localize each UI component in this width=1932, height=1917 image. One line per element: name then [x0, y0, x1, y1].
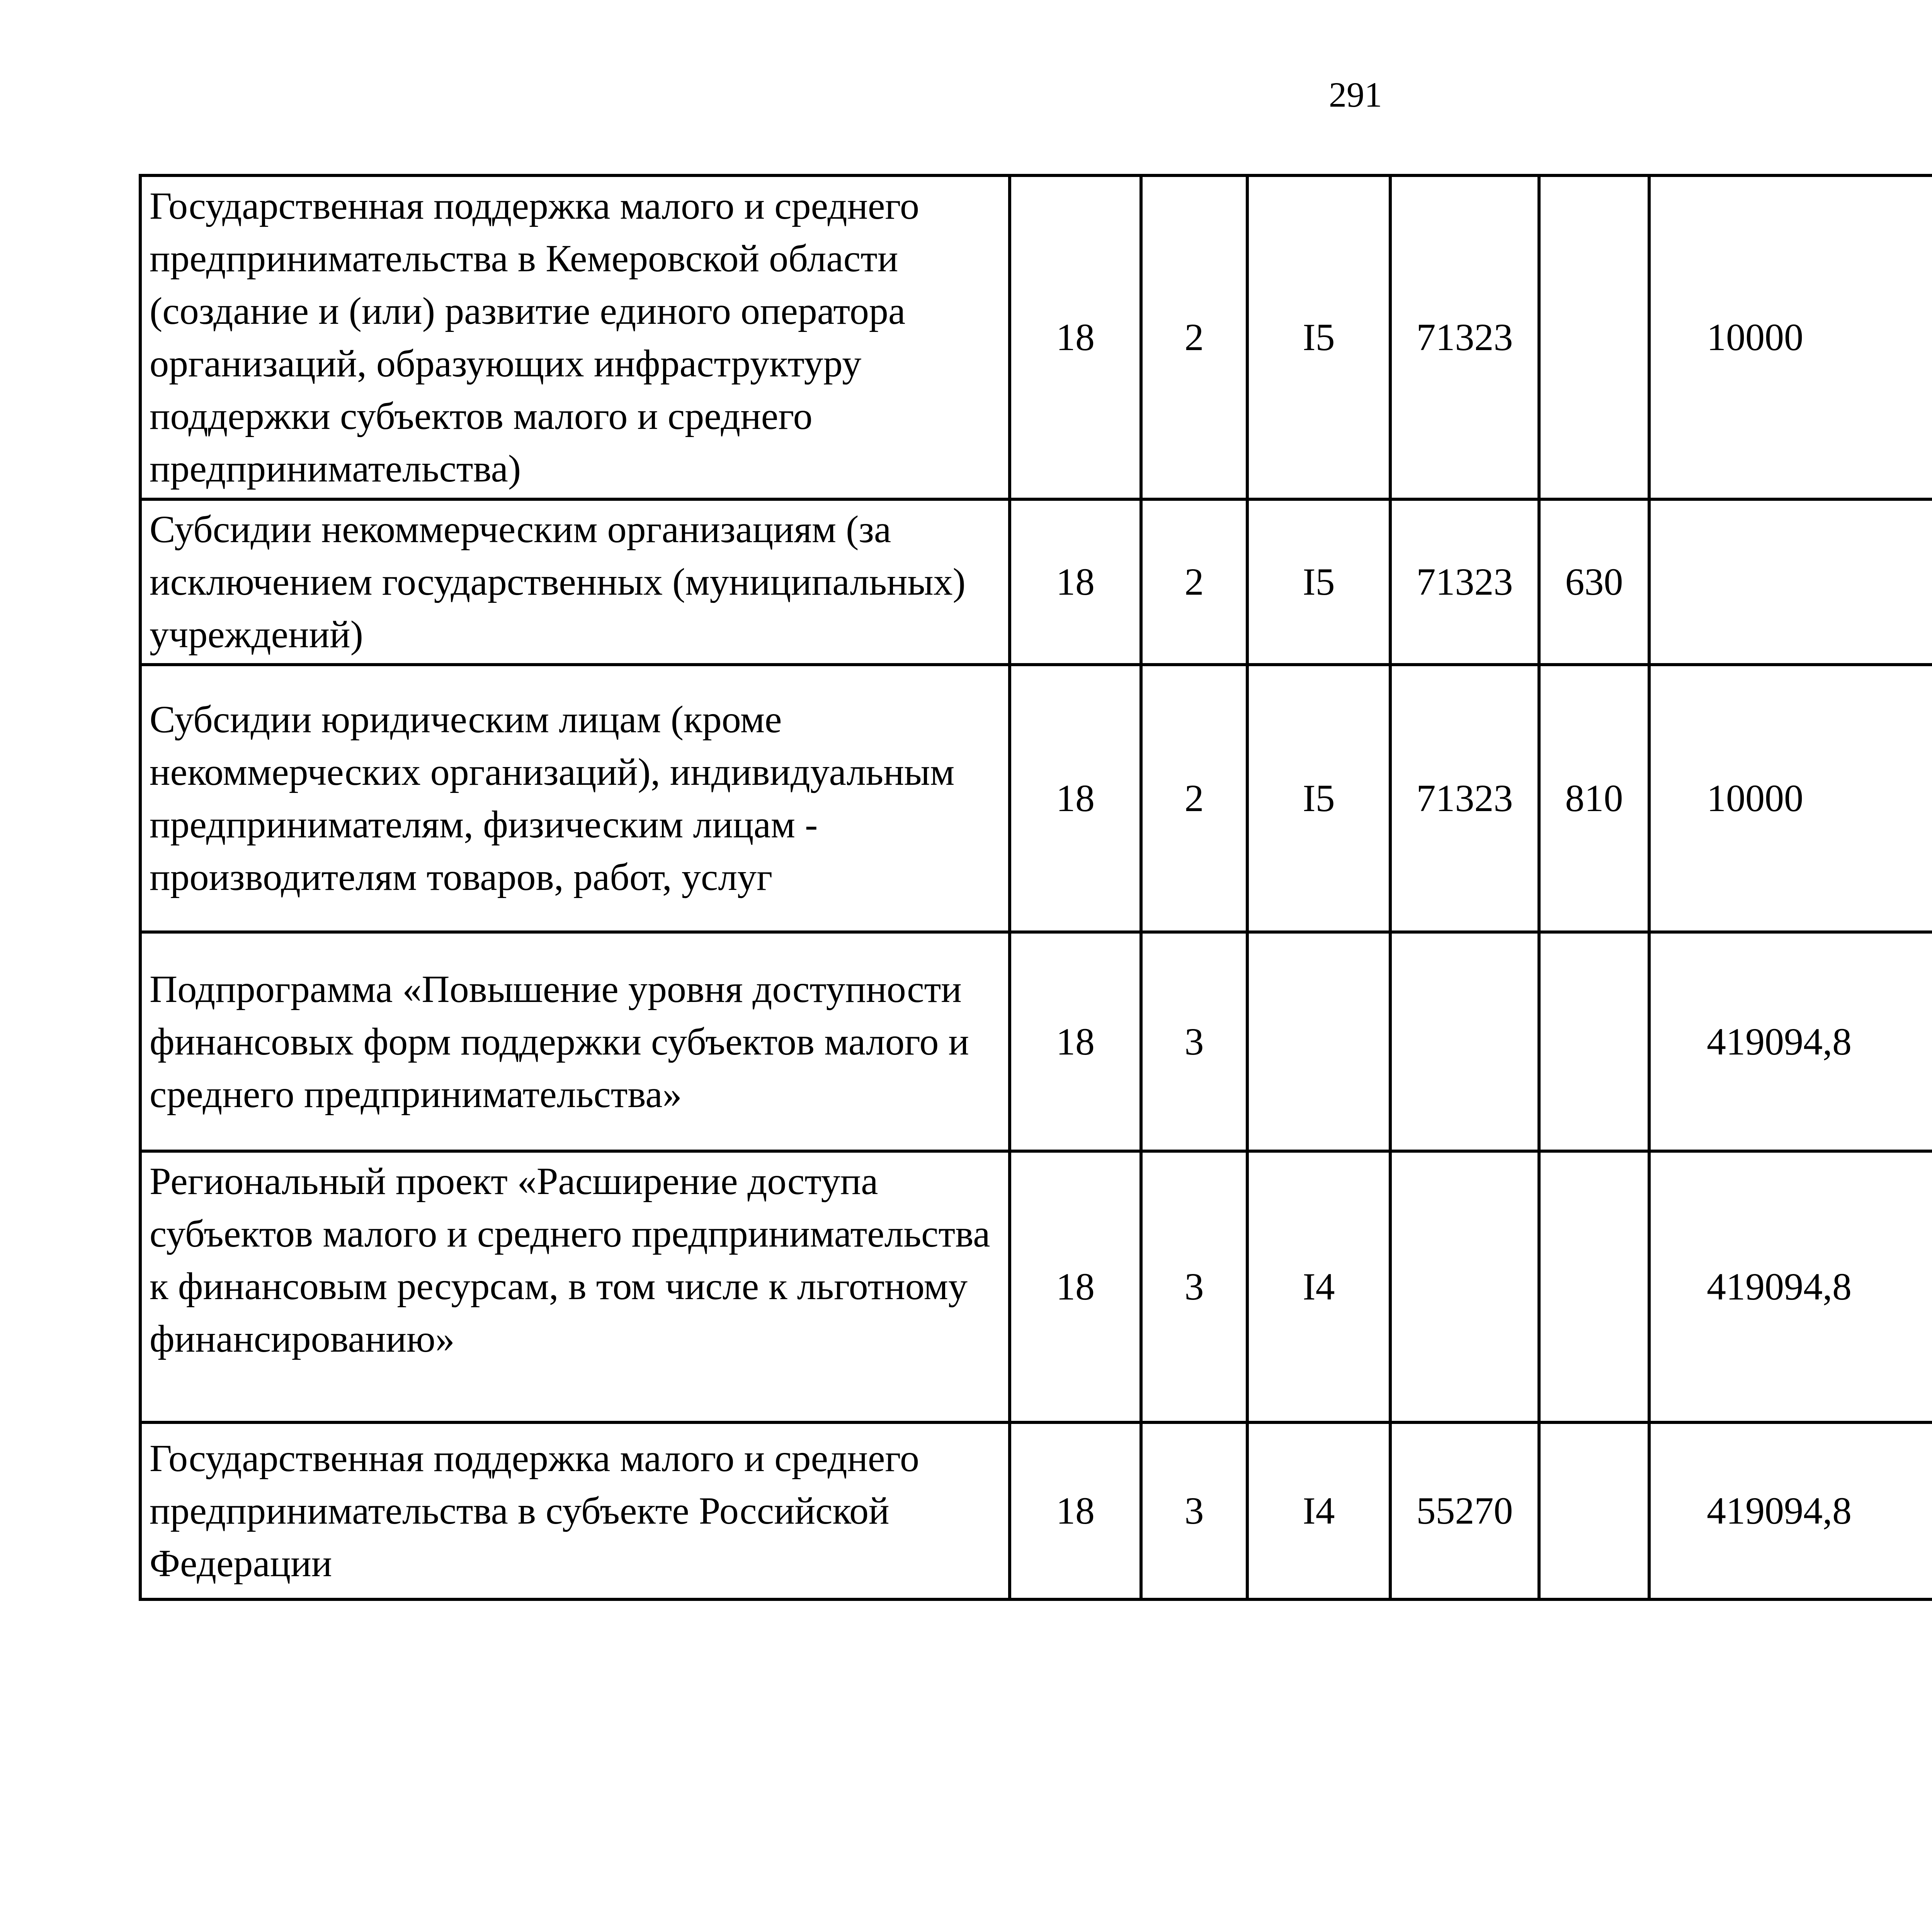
code-cell: 18 [1010, 175, 1141, 499]
amount-cell: 419094,8 [1649, 1151, 1932, 1422]
code-cell: 18 [1010, 499, 1141, 665]
row-name: Государственная поддержка малого и среднего предпринимательства в Кемеровской области (создание и (или) развитие единого оператора организаций, образующих инфраструктуру поддержки субъектов малого и среднего предпринимательства) [140, 175, 1010, 499]
row-name: Государственная поддержка малого и среднего предпринимательства в субъекте Российской Федерации [140, 1422, 1010, 1599]
code-cell: 18 [1010, 1151, 1141, 1422]
code-cell: 18 [1010, 1422, 1141, 1599]
amount-cell: 419094,8 [1649, 932, 1932, 1151]
budget-table [139, 174, 1932, 1601]
code-cell: 2 [1141, 665, 1247, 932]
code-cell [1539, 932, 1649, 1151]
table-row [140, 665, 1932, 932]
code-cell: 71323 [1390, 665, 1539, 932]
code-cell: 18 [1010, 665, 1141, 932]
amount-cell [1649, 499, 1932, 665]
code-cell: 2 [1141, 499, 1247, 665]
code-cell [1539, 1151, 1649, 1422]
row-name: Субсидии некоммерческим организациям (за исключением государственных (муниципальных) учреждений) [140, 499, 1010, 665]
code-cell: I5 [1247, 175, 1390, 499]
code-cell: I5 [1247, 665, 1390, 932]
table-row [140, 932, 1932, 1151]
code-cell [1390, 1151, 1539, 1422]
code-cell: I5 [1247, 499, 1390, 665]
code-cell: 630 [1539, 499, 1649, 665]
code-cell: I4 [1247, 1422, 1390, 1599]
code-cell [1390, 932, 1539, 1151]
code-cell: 810 [1539, 665, 1649, 932]
code-cell [1539, 1422, 1649, 1599]
code-cell: 55270 [1390, 1422, 1539, 1599]
code-cell: 2 [1141, 175, 1247, 499]
code-cell: 71323 [1390, 175, 1539, 499]
table-row [140, 1151, 1932, 1422]
row-name: Субсидии юридическим лицам (кроме некоммерческих организаций), индивидуальным предпринимателям, физическим лицам - производителям товаров, работ, услуг [140, 665, 1010, 932]
amount-cell: 10000 [1649, 665, 1932, 932]
code-cell: 3 [1141, 1422, 1247, 1599]
code-cell [1247, 932, 1390, 1151]
code-cell: 71323 [1390, 499, 1539, 665]
amount-cell: 10000 [1649, 175, 1932, 499]
row-name: Региональный проект «Расширение доступа субъектов малого и среднего предпринимательства к финансовым ресурсам, в том числе к льготному финансированию» [140, 1151, 1010, 1422]
table-row [140, 499, 1932, 665]
table-row [140, 175, 1932, 499]
code-cell: I4 [1247, 1151, 1390, 1422]
page-number: 291 [1329, 75, 1382, 114]
code-cell [1539, 175, 1649, 499]
row-name: Подпрограмма «Повышение уровня доступности финансовых форм поддержки субъектов малого и среднего предпринимательства» [140, 932, 1010, 1151]
table-row [140, 1422, 1932, 1599]
amount-cell: 419094,8 [1649, 1422, 1932, 1599]
code-cell: 3 [1141, 932, 1247, 1151]
code-cell: 3 [1141, 1151, 1247, 1422]
code-cell: 18 [1010, 932, 1141, 1151]
